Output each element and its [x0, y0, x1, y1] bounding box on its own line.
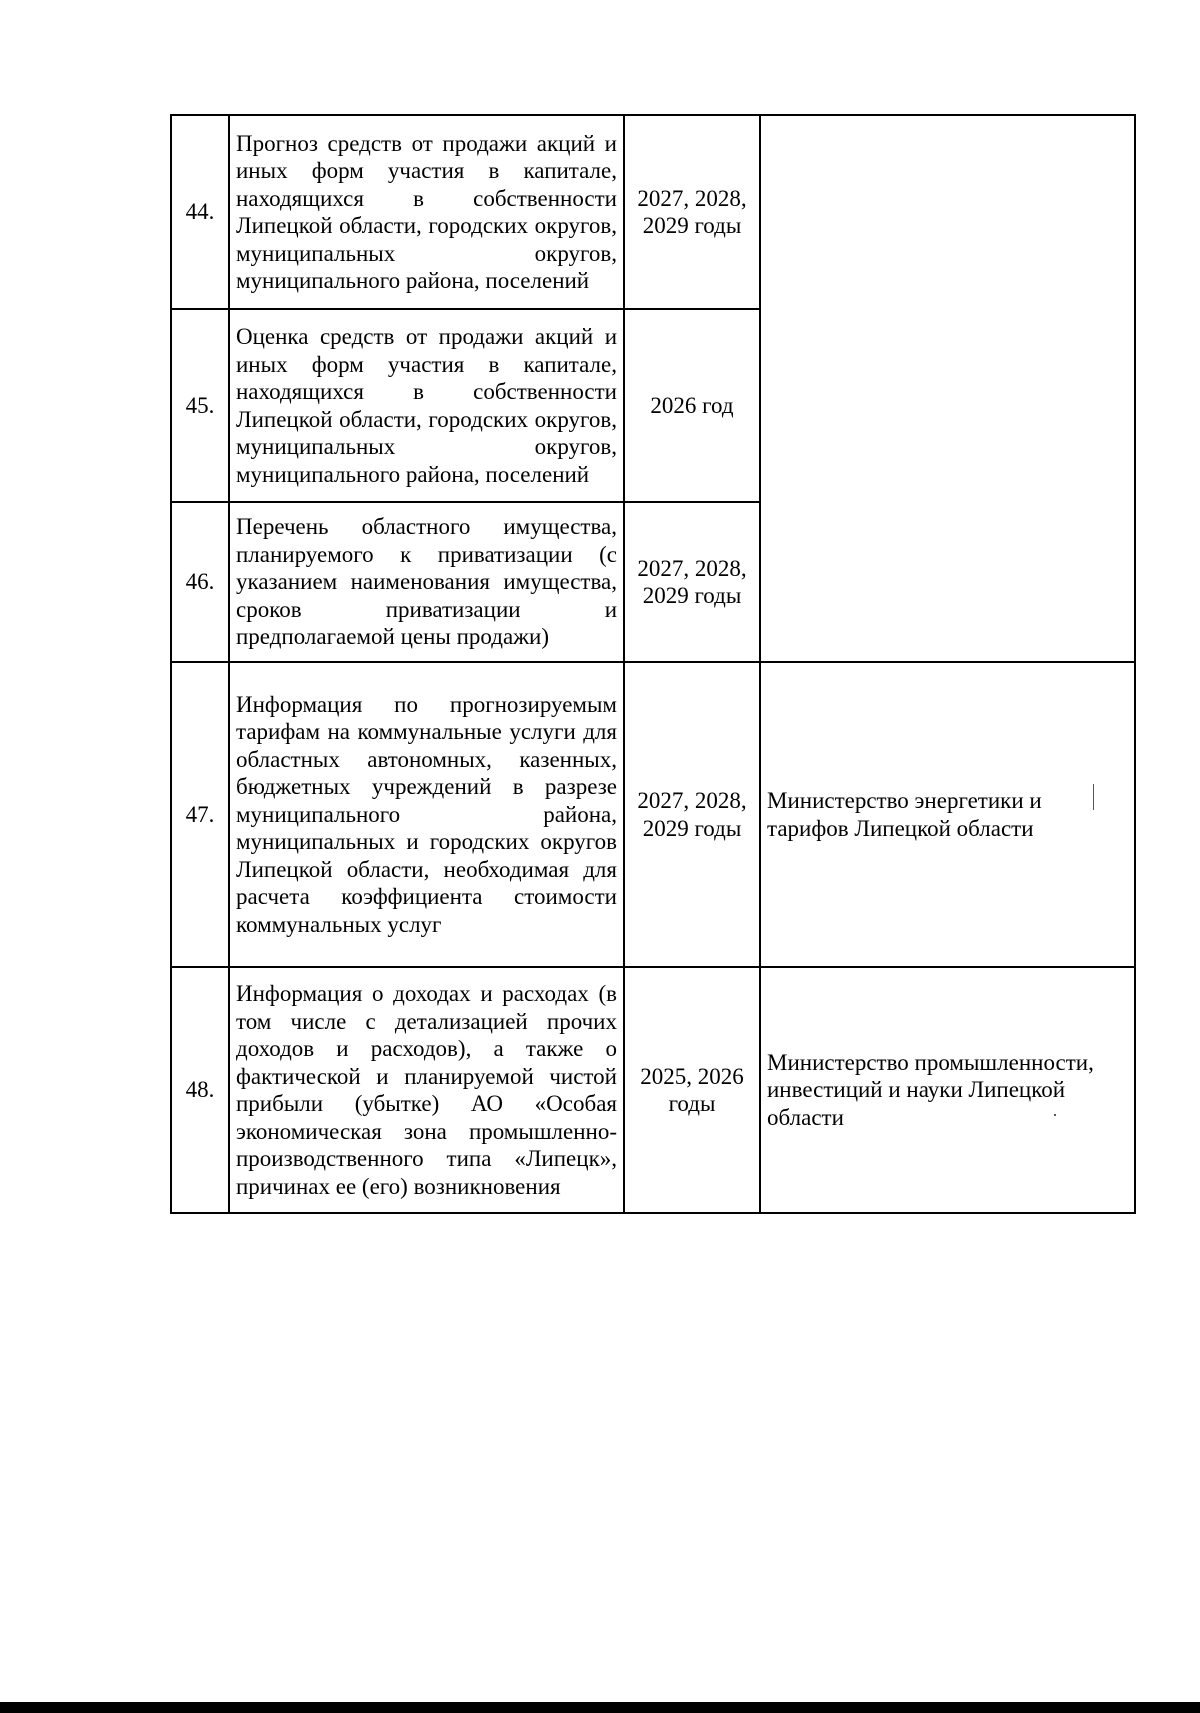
row-responsible — [760, 115, 1135, 662]
row-description: Прогноз средств от продажи акций и иных форм участия в капитале, находящихся в собственности Липецкой области, городских округов, муниципальных округов, муниципального района, поселений — [229, 115, 624, 309]
row-responsible: Министерство промышленности, инвестиций и науки Липецкой области — [760, 967, 1135, 1213]
scan-bottom-edge — [0, 1702, 1200, 1713]
table-row — [171, 662, 1135, 967]
row-period: 2027, 2028, 2029 годы — [624, 502, 760, 662]
row-number: 44. — [171, 115, 229, 309]
row-description: Информация о доходах и расходах (в том числе с детализацией прочих доходов и расходов), а также о фактической и планируемой чистой прибыли (убытке) АО «Особая экономическая зона промышленно-производственного типа «Липецк», причинах ее (его) возникновения — [229, 967, 624, 1213]
row-description: Оценка средств от продажи акций и иных форм участия в капитале, находящихся в собственности Липецкой области, городских округов, муниципальных округов, муниципального района, поселений — [229, 309, 624, 502]
row-number: 46. — [171, 502, 229, 662]
document-table — [170, 114, 1136, 1214]
scan-artifact-line — [1093, 784, 1094, 810]
row-period: 2027, 2028, 2029 годы — [624, 115, 760, 309]
table-row — [171, 115, 1135, 309]
table-row — [171, 967, 1135, 1213]
row-description: Информация по прогнозируемым тарифам на коммунальные услуги для областных автономных, казенных, бюджетных учреждений в разрезе муниципального района, муниципальных и городских округов Липецкой области, необходимая для расчета коэффициента стоимости коммунальных услуг — [229, 662, 624, 967]
row-period: 2026 год — [624, 309, 760, 502]
row-period: 2027, 2028, 2029 годы — [624, 662, 760, 967]
row-number: 45. — [171, 309, 229, 502]
scan-artifact-dot — [1054, 1114, 1056, 1116]
row-number: 47. — [171, 662, 229, 967]
row-period: 2025, 2026 годы — [624, 967, 760, 1213]
row-responsible: Министерство энергетики и тарифов Липецкой области — [760, 662, 1135, 967]
row-description: Перечень областного имущества, планируемого к приватизации (с указанием наименования имущества, сроков приватизации и предполагаемой цены продажи) — [229, 502, 624, 662]
row-number: 48. — [171, 967, 229, 1213]
